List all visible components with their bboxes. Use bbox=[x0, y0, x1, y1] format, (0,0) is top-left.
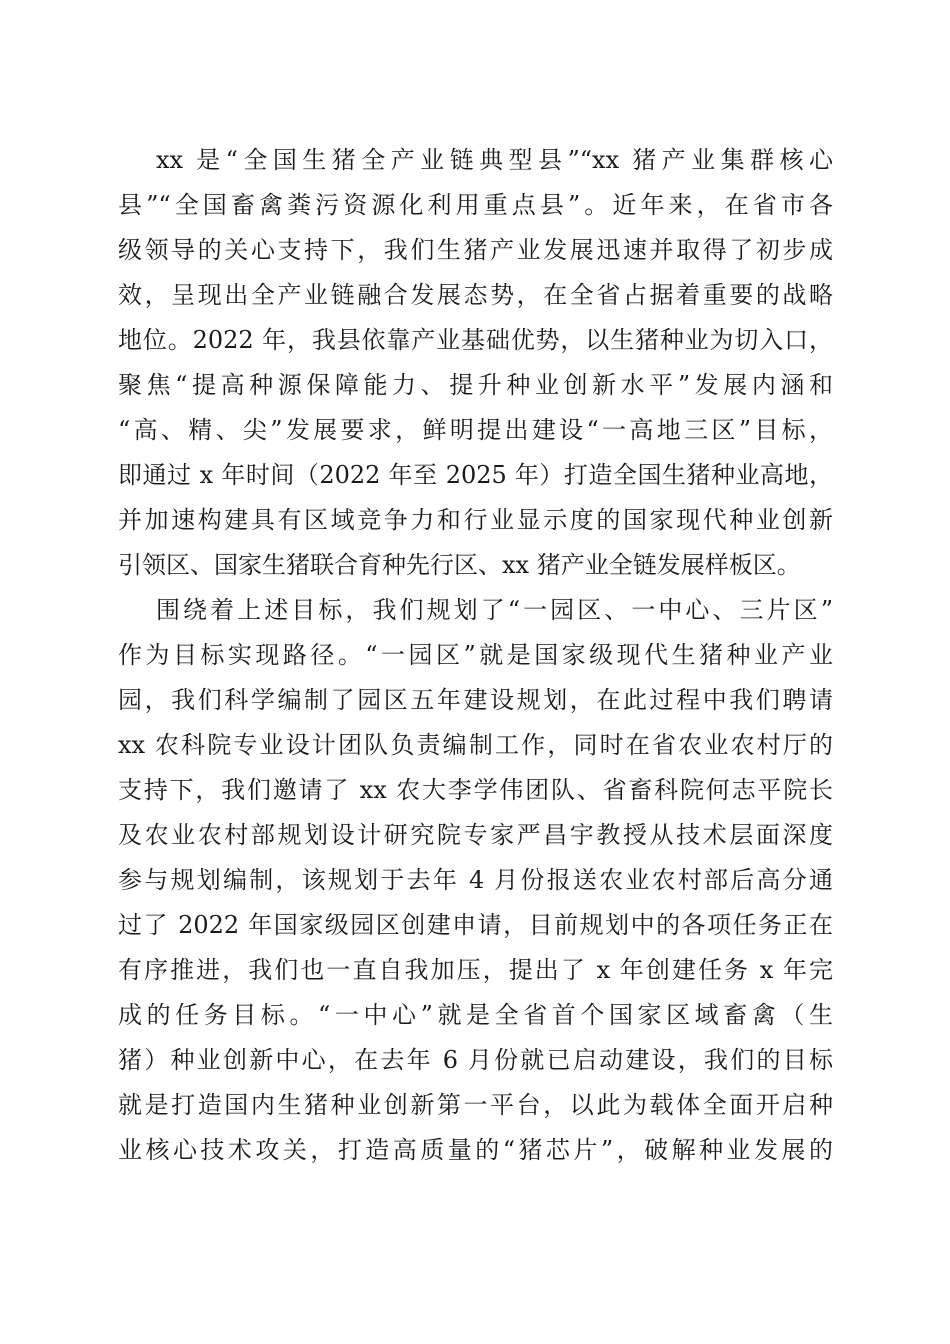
text-line: 园，我们科学编制了园区五年建设规划，在此过程中我们聘请 bbox=[118, 686, 833, 714]
paragraph-1 bbox=[118, 138, 833, 588]
paragraph-2 bbox=[118, 588, 833, 1173]
text-line: 猪）种业创新中心，在去年 6 月份就已启动建设，我们的目标 bbox=[118, 1046, 833, 1074]
text-line: 引领区、国家生猪联合育种先行区、xx 猪产业全链发展样板区。 bbox=[118, 551, 801, 579]
text-line: 作为目标实现路径。“一园区”就是国家级现代生猪种业产业 bbox=[118, 641, 833, 669]
text-line: 业核心技术攻关，打造高质量的“猪芯片”，破解种业发展的 bbox=[118, 1136, 833, 1164]
text-line: 并加速构建具有区域竞争力和行业显示度的国家现代种业创新 bbox=[118, 506, 833, 534]
text-line: “高、精、尖”发展要求，鲜明提出建设“一高地三区”目标， bbox=[118, 416, 833, 444]
text-line: 县”“全国畜禽粪污资源化利用重点县”。近年来，在省市各 bbox=[118, 191, 833, 219]
text-line: 过了 2022 年国家级园区创建申请，目前规划中的各项任务正在 bbox=[118, 911, 833, 939]
text-line: 地位。2022 年，我县依靠产业基础优势，以生猪种业为切入口， bbox=[118, 326, 833, 354]
text-line: 支持下，我们邀请了 xx 农大李学伟团队、省畜科院何志平院长 bbox=[118, 776, 833, 804]
text-line: 参与规划编制，该规划于去年 4 月份报送农业农村部后高分通 bbox=[118, 866, 833, 894]
text-line: 围绕着上述目标，我们规划了“一园区、一中心、三片区” bbox=[156, 596, 833, 624]
text-line: 就是打造国内生猪种业创新第一平台，以此为载体全面开启种 bbox=[118, 1091, 833, 1119]
text-line: 及农业农村部规划设计研究院专家严昌宇教授从技术层面深度 bbox=[118, 821, 833, 849]
text-line: 聚焦“提高种源保障能力、提升种业创新水平”发展内涵和 bbox=[118, 371, 833, 399]
text-line: 级领导的关心支持下，我们生猪产业发展迅速并取得了初步成 bbox=[118, 236, 833, 264]
text-line: 有序推进，我们也一直自我加压，提出了 x 年创建任务 x 年完 bbox=[118, 956, 833, 984]
text-line: 即通过 x 年时间（2022 年至 2025 年）打造全国生猪种业高地， bbox=[118, 461, 833, 489]
text-line: 成的任务目标。“一中心”就是全省首个国家区域畜禽（生 bbox=[118, 1001, 833, 1029]
text-line: xx 农科院专业设计团队负责编制工作，同时在省农业农村厅的 bbox=[118, 731, 833, 759]
body-text bbox=[118, 138, 833, 1173]
text-line: xx 是“全国生猪全产业链典型县”“xx 猪产业集群核心 bbox=[156, 146, 833, 174]
text-line: 效，呈现出全产业链融合发展态势，在全省占据着重要的战略 bbox=[118, 281, 833, 309]
